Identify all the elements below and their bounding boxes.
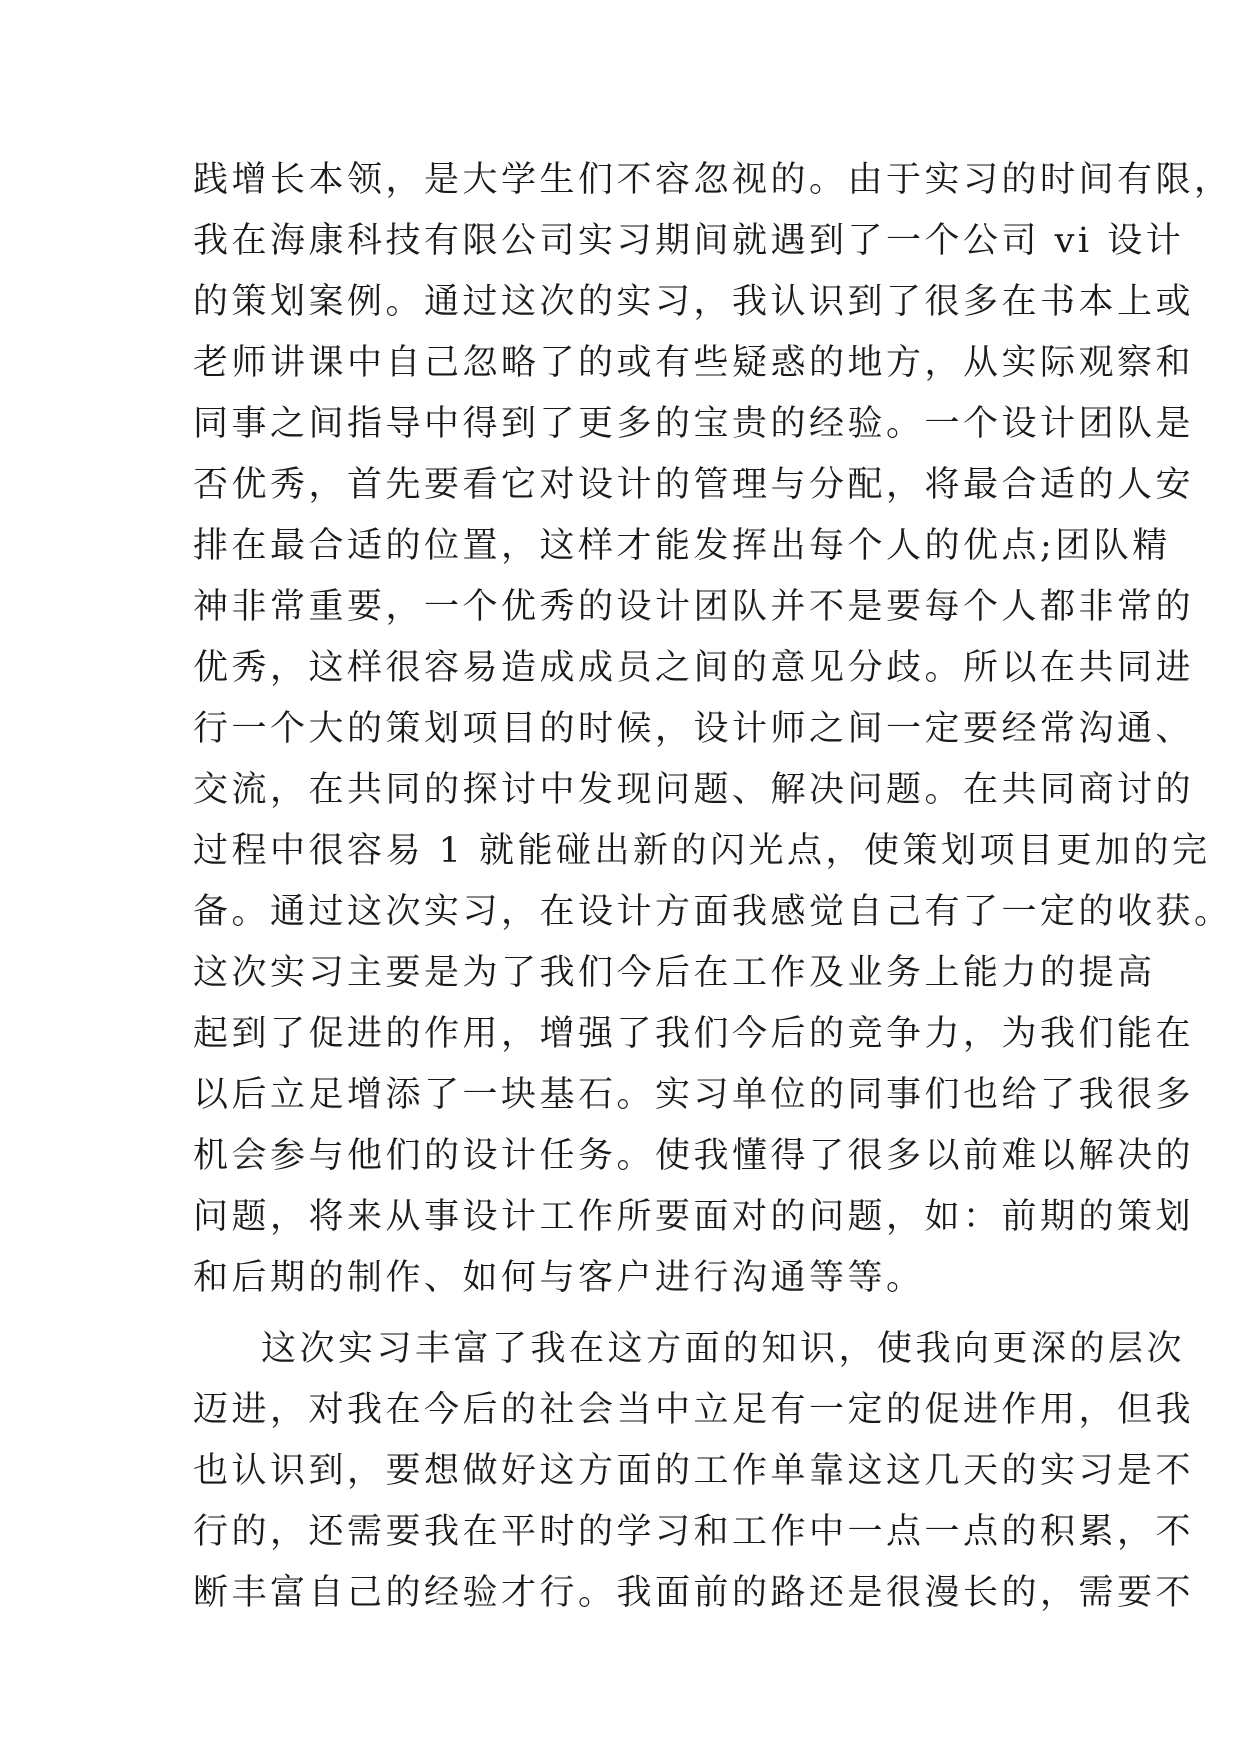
text-line: 神非常重要，一个优秀的设计团队并不是要每个人都非常的 [193,587,1195,627]
text-line: 起到了促进的作用，增强了我们今后的竞争力，为我们能在 [193,1014,1195,1054]
text-line: 机会参与他们的设计任务。使我懂得了很多以前难以解决的 [193,1136,1195,1176]
text-line: 同事之间指导中得到了更多的宝贵的经验。一个设计团队是 [193,404,1195,444]
text-line: 这次实习主要是为了我们今后在工作及业务上能力的提高 [193,953,1156,993]
text-line: 这次实习丰富了我在这方面的知识，使我向更深的层次 [261,1329,1186,1369]
text-line: 行的，还需要我在平时的学习和工作中一点一点的积累，不 [193,1512,1195,1552]
text-line: 践增长本领，是大学生们不容忽视的。由于实习的时间有限， [193,160,1233,200]
text-line: 问题，将来从事设计工作所要面对的问题，如：前期的策划 [193,1197,1195,1237]
paragraph-gap [193,1309,1073,1319]
document-body [193,150,1233,1624]
text-line: 以后立足增添了一块基石。实习单位的同事们也给了我很多 [193,1075,1195,1115]
text-line: 我在海康科技有限公司实习期间就遇到了一个公司 vi 设计 [193,221,1185,261]
text-line: 过程中很容易 1 就能碰出新的闪光点，使策划项目更加的完 [193,831,1211,871]
text-line: 断丰富自己的经验才行。我面前的路还是很漫长的，需要不 [193,1573,1195,1613]
text-line: 否优秀，首先要看它对设计的管理与分配，将最合适的人安 [193,465,1195,505]
text-line: 备。通过这次实习，在设计方面我感觉自己有了一定的收获。 [193,892,1233,932]
text-line: 和后期的制作、如何与客户进行沟通等等。 [193,1258,925,1298]
text-line: 老师讲课中自己忽略了的或有些疑惑的地方，从实际观察和 [193,343,1195,383]
text-line: 优秀，这样很容易造成成员之间的意见分歧。所以在共同进 [193,648,1195,688]
text-line: 交流，在共同的探讨中发现问题、解决问题。在共同商讨的 [193,770,1195,810]
text-line: 也认识到，要想做好这方面的工作单靠这这几天的实习是不 [193,1451,1195,1491]
text-line: 的策划案例。通过这次的实习，我认识到了很多在书本上或 [193,282,1195,322]
text-line: 迈进，对我在今后的社会当中立足有一定的促进作用，但我 [193,1390,1195,1430]
text-line: 行一个大的策划项目的时候，设计师之间一定要经常沟通、 [193,709,1195,749]
paragraph-2 [193,1319,1195,1624]
paragraph-1 [193,150,1233,1309]
text-line: 排在最合适的位置，这样才能发挥出每个人的优点;团队精 [193,526,1171,566]
